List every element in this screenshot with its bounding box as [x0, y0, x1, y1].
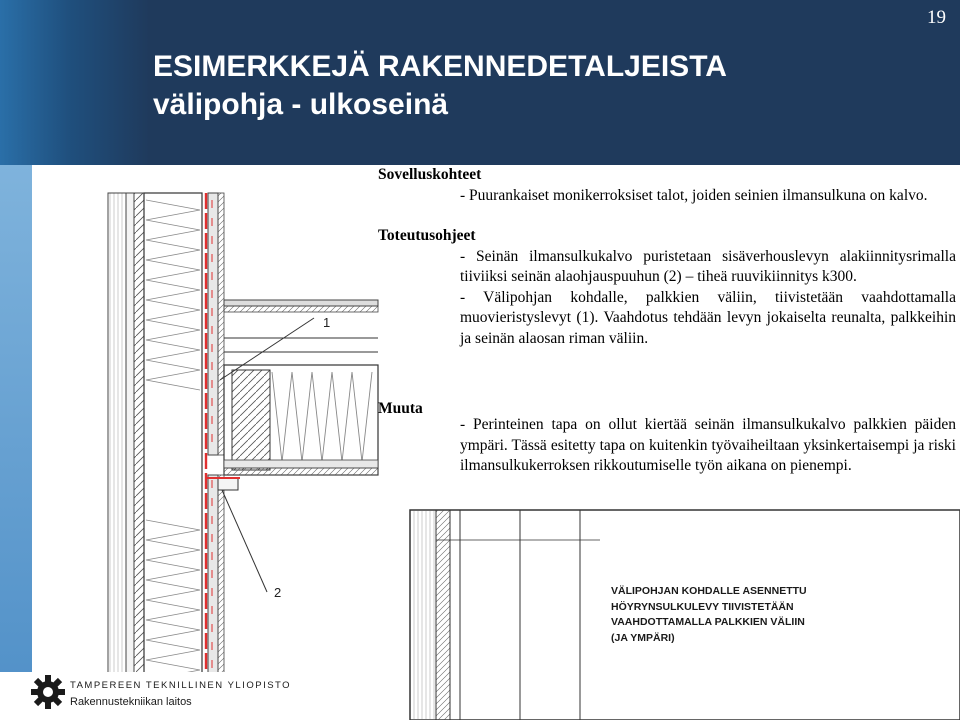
floor-joist-section: [224, 365, 378, 475]
diagram-label-2: 2: [274, 585, 282, 600]
heading-muuta: Muuta: [378, 400, 423, 417]
sovelluskohteet-text: - Puurankaiset monikerroksiset talot, joiden seinien ilmansulkuna on kalvo.: [460, 186, 928, 204]
toteutusohjeet-item-2: - Välipohjan kohdalle, palkkien väliin, tiivistetään vaahdottamalla muovieristyslevyt (1). Vaahdotus tehdään levyn jokaiselta reunalta, palkkeihin ja seinän alaosan riman väliin.: [460, 288, 956, 347]
page-subtitle: välipohja - ulkoseinä: [153, 88, 449, 121]
muuta-text: - Perinteinen tapa on ollut kiertää seinän ilmansulkukalvo palkkien päiden ympäri. Tässä esitetty tapa on kuitenkin työvaiheiltaan yksinkertaisempi ja riski ilmansulkukerroksen rikkoutumiselle työn aikana on pienempi.: [460, 416, 956, 474]
page-title: ESIMERKKEJÄ RAKENNEDETALJEISTA: [153, 50, 727, 83]
footer-organization: TAMPEREEN TEKNILLINEN YLIOPISTO: [70, 680, 292, 691]
page-number: 19: [927, 7, 946, 28]
insulation-board-1: [232, 370, 270, 470]
heading-toteutusohjeet: Toteutusohjeet: [378, 227, 476, 244]
detail-caption: VÄLIPOHJAN KOHDALLE ASENNETTU HÖYRYNSULKULEVY TIIVISTETÄÄN VAAHDOTTAMALLA PALKKIEN VÄLIIN (JA YMPÄRI): [611, 585, 807, 644]
gear-logo-icon: [30, 674, 66, 710]
wall-section: [108, 193, 224, 720]
leader-line-2: [222, 490, 267, 592]
heading-sovelluskohteet: Sovelluskohteet: [378, 166, 482, 183]
footer-department: Rakennustekniikan laitos: [70, 696, 192, 708]
diagram-label-1: 1: [323, 315, 331, 330]
toteutusohjeet-item-1: - Seinän ilmansulkukalvo puristetaan sisäverhouslevyn alakiinnitysrimalla tiiviiksi seinän alaohjauspuuhun (2) – tiheä ruuvikiinnitys k300.: [460, 247, 956, 285]
content-text: [378, 165, 956, 474]
